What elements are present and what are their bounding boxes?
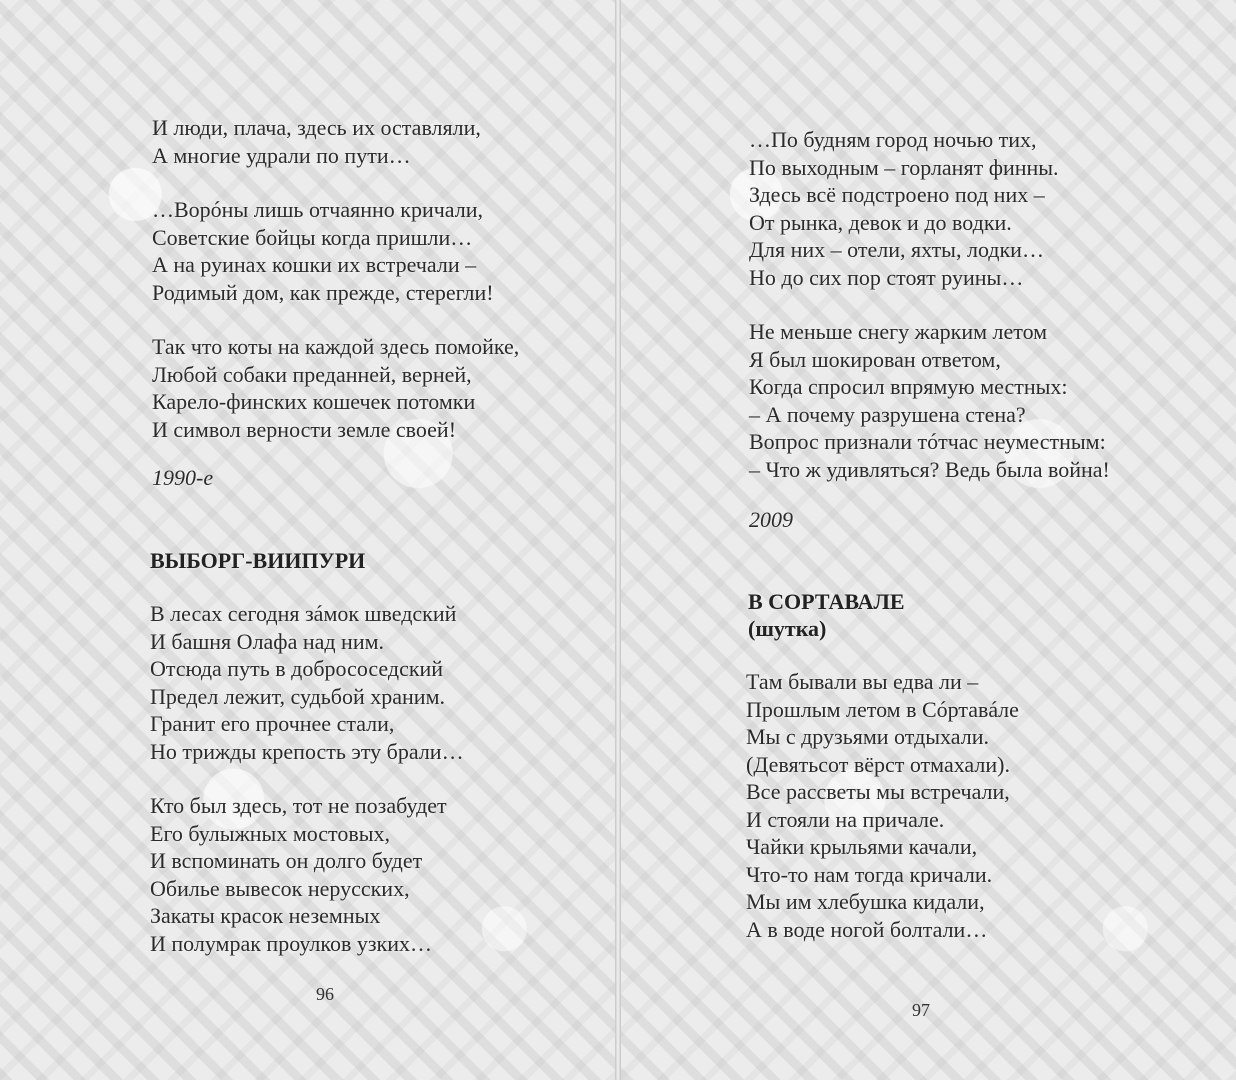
poem-line: Чайки крыльями качали,	[746, 834, 978, 859]
stanza	[749, 318, 1110, 483]
poem-line: Все рассветы мы встречали,	[746, 779, 1010, 804]
poem-line: (Девятьсот вёрст отмахали).	[746, 751, 1010, 777]
poem-subtitle: (шутка)	[748, 616, 827, 641]
stanza	[150, 600, 464, 765]
poem-line: Любой собаки преданней, верней,	[152, 361, 472, 387]
poem-line: – А почему разрушена стена?	[749, 401, 1026, 427]
poem-line: Обилье вывесок нерусских,	[150, 875, 410, 901]
poem-title	[748, 588, 905, 642]
poem-line: Советские бойцы когда пришли…	[152, 224, 473, 250]
poem-line: Для них – отели, яхты, лодки…	[749, 237, 1044, 262]
right-page	[621, 0, 1236, 1080]
poem-line: Там бывали вы едва ли –	[746, 669, 979, 694]
poem-line: Родимый дом, как прежде, стерегли!	[152, 279, 494, 305]
poem-line: …Ворóны лишь отчаянно кричали,	[152, 197, 484, 222]
stanza	[152, 114, 519, 169]
poem-line: Когда спросил впрямую местных:	[749, 374, 1068, 399]
poem-line: Что-то нам тогда кричали.	[746, 861, 993, 887]
poem-line: И стояли на причале.	[746, 806, 945, 832]
poem-date: 1990-е	[152, 465, 214, 490]
poem-line: И башня Олафа над ним.	[150, 628, 385, 654]
page-number: 96	[316, 984, 334, 1004]
stanza	[152, 196, 519, 306]
poem-line: Прошлым летом в Сóртавáле	[746, 696, 1019, 722]
poem-line: Кто был здесь, тот не позабудет	[150, 793, 447, 818]
poem-line: Гранит его прочнее стали,	[150, 711, 395, 736]
stanza	[152, 333, 519, 443]
poem-line: Не меньше снегу жарким летом	[749, 319, 1048, 344]
left-poem-top	[152, 114, 519, 443]
poem-title-text: В СОРТАВАЛЕ	[748, 589, 905, 614]
page-number: 97	[912, 1000, 930, 1020]
poem-line: И вспоминать он долго будет	[150, 848, 423, 873]
poem-line: Здесь всё подстроено под них –	[749, 182, 1045, 207]
poem-line: По выходным – горланят финны.	[749, 154, 1059, 180]
poem-line: Мы с друзьями отдыхали.	[746, 724, 989, 749]
right-poem-bottom	[746, 668, 1019, 943]
stanza	[746, 668, 1019, 943]
poem-line: А в воде ногой болтали…	[746, 916, 988, 942]
stanza	[749, 126, 1110, 291]
poem-line: …По будням город ночью тих,	[749, 127, 1037, 152]
right-poem-top	[749, 126, 1110, 483]
poem-line: И полумрак проулков узких…	[150, 930, 432, 956]
poem-line: Отсюда путь в добрососедский	[150, 656, 444, 681]
poem-line: И символ верности земле своей!	[152, 416, 457, 442]
poem-line: Но трижды крепость эту брали…	[150, 738, 464, 764]
poem-line: Так что коты на каждой здесь помойке,	[152, 334, 520, 359]
poem-line: Карело-финских кошечек потомки	[152, 389, 476, 414]
poem-line: Вопрос признали тóтчас неуместным:	[749, 429, 1106, 454]
poem-line: И люди, плача, здесь их оставляли,	[152, 115, 481, 140]
poem-line: – Что ж удивляться? Ведь была война!	[749, 456, 1110, 482]
poem-line: Я был шокирован ответом,	[749, 346, 1001, 372]
left-page	[0, 0, 615, 1080]
left-poem-bottom	[150, 600, 464, 957]
poem-title: ВЫБОРГ-ВИИПУРИ	[150, 548, 366, 573]
poem-line: Мы им хлебушка кидали,	[746, 889, 985, 914]
poem-line: От рынка, девок и до водки.	[749, 209, 1012, 235]
poem-line: Его булыжных мостовых,	[150, 820, 391, 846]
poem-line: Но до сих пор стоят руины…	[749, 264, 1024, 290]
poem-line: В лесах сегодня зáмок шведский	[150, 601, 457, 626]
poem-line: А на руинах кошки их встречали –	[152, 252, 477, 277]
poem-line: Закаты красок неземных	[150, 903, 381, 928]
stanza	[150, 792, 464, 957]
poem-line: Предел лежит, судьбой храним.	[150, 683, 445, 709]
poem-date: 2009	[749, 507, 793, 532]
poem-line: А многие удрали по пути…	[152, 142, 411, 168]
